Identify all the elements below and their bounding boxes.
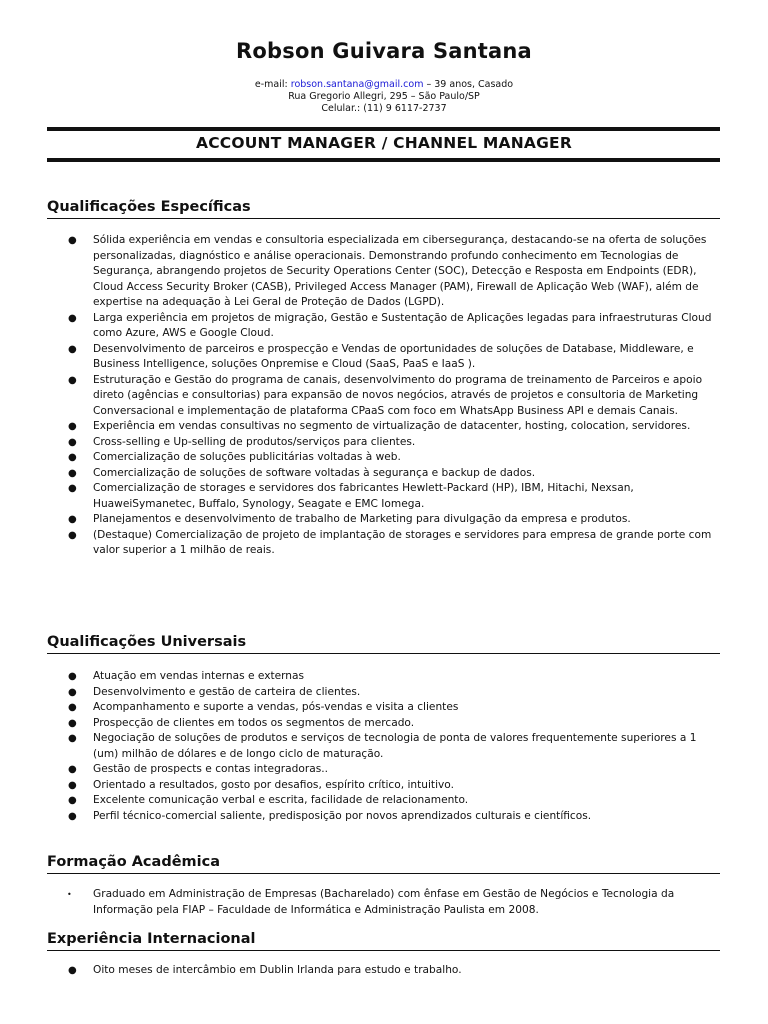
list-item bbox=[47, 450, 720, 466]
bullet-icon: ● bbox=[68, 235, 77, 246]
list-item bbox=[47, 466, 720, 482]
headline-bottom-rule bbox=[47, 158, 720, 162]
bullet-icon: ● bbox=[68, 452, 77, 463]
list-item-text: Gestão de prospects e contas integradoras.. bbox=[93, 763, 328, 775]
section-rule-internacional bbox=[47, 950, 720, 951]
list-item-text: Planejamentos e desenvolvimento de trabalho de Marketing para divulgação da empresa e produtos. bbox=[93, 513, 631, 525]
list-item-text: Comercialização de soluções publicitárias voltadas à web. bbox=[93, 451, 401, 463]
list-internacional bbox=[47, 963, 720, 979]
headline-top-rule bbox=[47, 127, 720, 131]
bullet-icon: ● bbox=[68, 965, 77, 976]
list-item bbox=[47, 419, 720, 435]
list-item bbox=[47, 793, 720, 809]
list-item bbox=[47, 685, 720, 701]
bullet-icon: ● bbox=[68, 312, 77, 324]
list-item bbox=[47, 700, 720, 716]
list-item bbox=[47, 481, 720, 512]
list-item bbox=[47, 373, 720, 420]
list-item-text: Cross-selling e Up-selling de produtos/serviços para clientes. bbox=[93, 435, 416, 448]
list-item-text: Desenvolvimento de parceiros e prospecção e Vendas de oportunidades de soluções de Database, Middleware, e Business Intelligence, soluções Onpremise e Cloud (SaaS, PaaS e IaaS ). bbox=[93, 342, 694, 370]
contact-block bbox=[0, 79, 768, 115]
list-item bbox=[47, 233, 720, 311]
bullet-icon: ● bbox=[68, 483, 77, 494]
list-especificas bbox=[47, 233, 720, 559]
list-item-text: (Destaque) Comercialização de projeto de implantação de storages e servidores para empresa de grande porte com valor superior a 1 milhão de reais. bbox=[93, 528, 712, 556]
bullet-icon: ● bbox=[68, 764, 77, 775]
list-item bbox=[47, 311, 720, 342]
list-universais bbox=[47, 669, 720, 824]
list-item-text: Excelente comunicação verbal e escrita, facilidade de relacionamento. bbox=[93, 794, 469, 806]
email-label: e-mail: bbox=[254, 79, 291, 90]
list-item bbox=[47, 669, 720, 685]
section-title-formacao: Formação Acadêmica bbox=[47, 854, 220, 870]
section-rule-universais bbox=[47, 653, 720, 654]
list-item bbox=[47, 762, 720, 778]
list-item bbox=[47, 731, 720, 762]
list-item-text: Experiência em vendas consultivas no segmento de virtualização de datacenter, hosting, colocation, servidores. bbox=[93, 420, 691, 432]
list-item bbox=[47, 512, 720, 528]
address-line: Rua Gregorio Allegri, 295 – São Paulo/SP bbox=[288, 91, 480, 102]
email-line bbox=[0, 79, 768, 91]
email-suffix: – 39 anos, Casado bbox=[423, 79, 514, 90]
list-item-text: Comercialização de storages e servidores dos fabricantes Hewlett-Packard (HP), IBM, Hitachi, Nexsan, HuaweiSymanetec, Buffalo, Synology, Seagate e EMC Iomega. bbox=[93, 482, 634, 510]
list-formacao bbox=[47, 887, 720, 918]
list-item bbox=[47, 809, 720, 825]
list-item-text: Comercialização de soluções de software voltadas à segurança e backup de dados. bbox=[93, 466, 536, 479]
phone-line: Celular.: (11) 9 6117-2737 bbox=[321, 103, 447, 114]
list-item bbox=[47, 435, 720, 451]
section-rule-formacao bbox=[47, 873, 720, 874]
list-item-text: Sólida experiência em vendas e consultoria especializada em cibersegurança, destacando-se na oferta de soluções personalizadas, diagnóstico e análise operacionais. Demonstrando profundo conhecimento em Tecnologias de Segurança, abrangendo projetos de Security Operations Center (SOC), Detecção e Resposta em Endpoints (EDR), Cloud Access Security Broker (CASB), Privileged Access Manager (PAM), Firewall de Aplicação Web (WAF), além de expertise na adequação à Lei Geral de Proteção de Dados (LGPD). bbox=[93, 234, 707, 308]
list-item bbox=[47, 716, 720, 732]
candidate-name: Robson Guivara Santana bbox=[236, 39, 532, 63]
bullet-icon: ● bbox=[68, 343, 77, 355]
list-item bbox=[47, 887, 720, 918]
list-item-text: Negociação de soluções de produtos e serviços de tecnologia de ponta de valores frequentemente superiores a 1 (um) milhão de dólares e de longo ciclo de maturação. bbox=[93, 732, 697, 760]
list-item-text: Estruturação e Gestão do programa de canais, desenvolvimento do programa de treinamento de Parceiros e apoio direto (agências e consultorias) para expansão de novos negócios, através de projetos e consultoria de Marketing Conversacional e implementação de plataforma CPaaS com foco em WhatsApp Business API e demais Canais. bbox=[93, 373, 703, 417]
bullet-icon: ● bbox=[68, 514, 77, 525]
section-rule-especificas bbox=[47, 218, 720, 219]
bullet-icon: ● bbox=[68, 717, 77, 729]
bullet-icon: ● bbox=[68, 529, 77, 541]
bullet-icon: ● bbox=[68, 436, 77, 448]
bullet-icon: ● bbox=[68, 702, 77, 713]
list-item-text: Prospecção de clientes em todos os segmentos de mercado. bbox=[93, 716, 415, 729]
list-item-text: Larga experiência em projetos de migração, Gestão e Sustentação de Aplicações legadas para infraestruturas Cloud como Azure, AWS e Google Cloud. bbox=[93, 311, 712, 339]
list-item-text: Orientado a resultados, gosto por desafios, espírito crítico, intuitivo. bbox=[93, 778, 454, 791]
bullet-icon: ● bbox=[68, 467, 77, 479]
bullet-icon: ● bbox=[68, 795, 77, 806]
list-item-text: Acompanhamento e suporte a vendas, pós-vendas e visita a clientes bbox=[93, 701, 459, 713]
bullet-icon: ● bbox=[68, 779, 77, 791]
section-title-internacional: Experiência Internacional bbox=[47, 931, 256, 947]
headline: ACCOUNT MANAGER / CHANNEL MANAGER bbox=[196, 134, 572, 152]
section-title-especificas: Qualificações Específicas bbox=[47, 199, 251, 215]
email-link[interactable]: robson.santana@gmail.com bbox=[290, 79, 424, 90]
bullet-icon: ● bbox=[68, 686, 77, 698]
list-item-text: Oito meses de intercâmbio em Dublin Irlanda para estudo e trabalho. bbox=[93, 964, 462, 976]
bullet-icon: • bbox=[67, 890, 72, 899]
bullet-icon: ● bbox=[68, 733, 77, 744]
bullet-icon: ● bbox=[68, 421, 77, 432]
bullet-icon: ● bbox=[68, 671, 77, 682]
list-item bbox=[47, 778, 720, 794]
list-item-text: Atuação em vendas internas e externas bbox=[93, 670, 305, 682]
bullet-icon: ● bbox=[68, 374, 77, 386]
list-item bbox=[47, 528, 720, 559]
list-item-text: Perfil técnico-comercial saliente, predisposição por novos aprendizados culturais e científicos. bbox=[93, 809, 592, 822]
section-title-universais: Qualificações Universais bbox=[47, 634, 247, 650]
list-item-text: Graduado em Administração de Empresas (Bacharelado) com ênfase em Gestão de Negócios e Tecnologia da Informação pela FIAP – Faculdade de Informática e Administração Paulista em 2008. bbox=[93, 888, 675, 916]
list-item-text: Desenvolvimento e gestão de carteira de clientes. bbox=[93, 685, 361, 698]
bullet-icon: ● bbox=[68, 810, 77, 822]
list-item bbox=[47, 963, 720, 979]
list-item bbox=[47, 342, 720, 373]
